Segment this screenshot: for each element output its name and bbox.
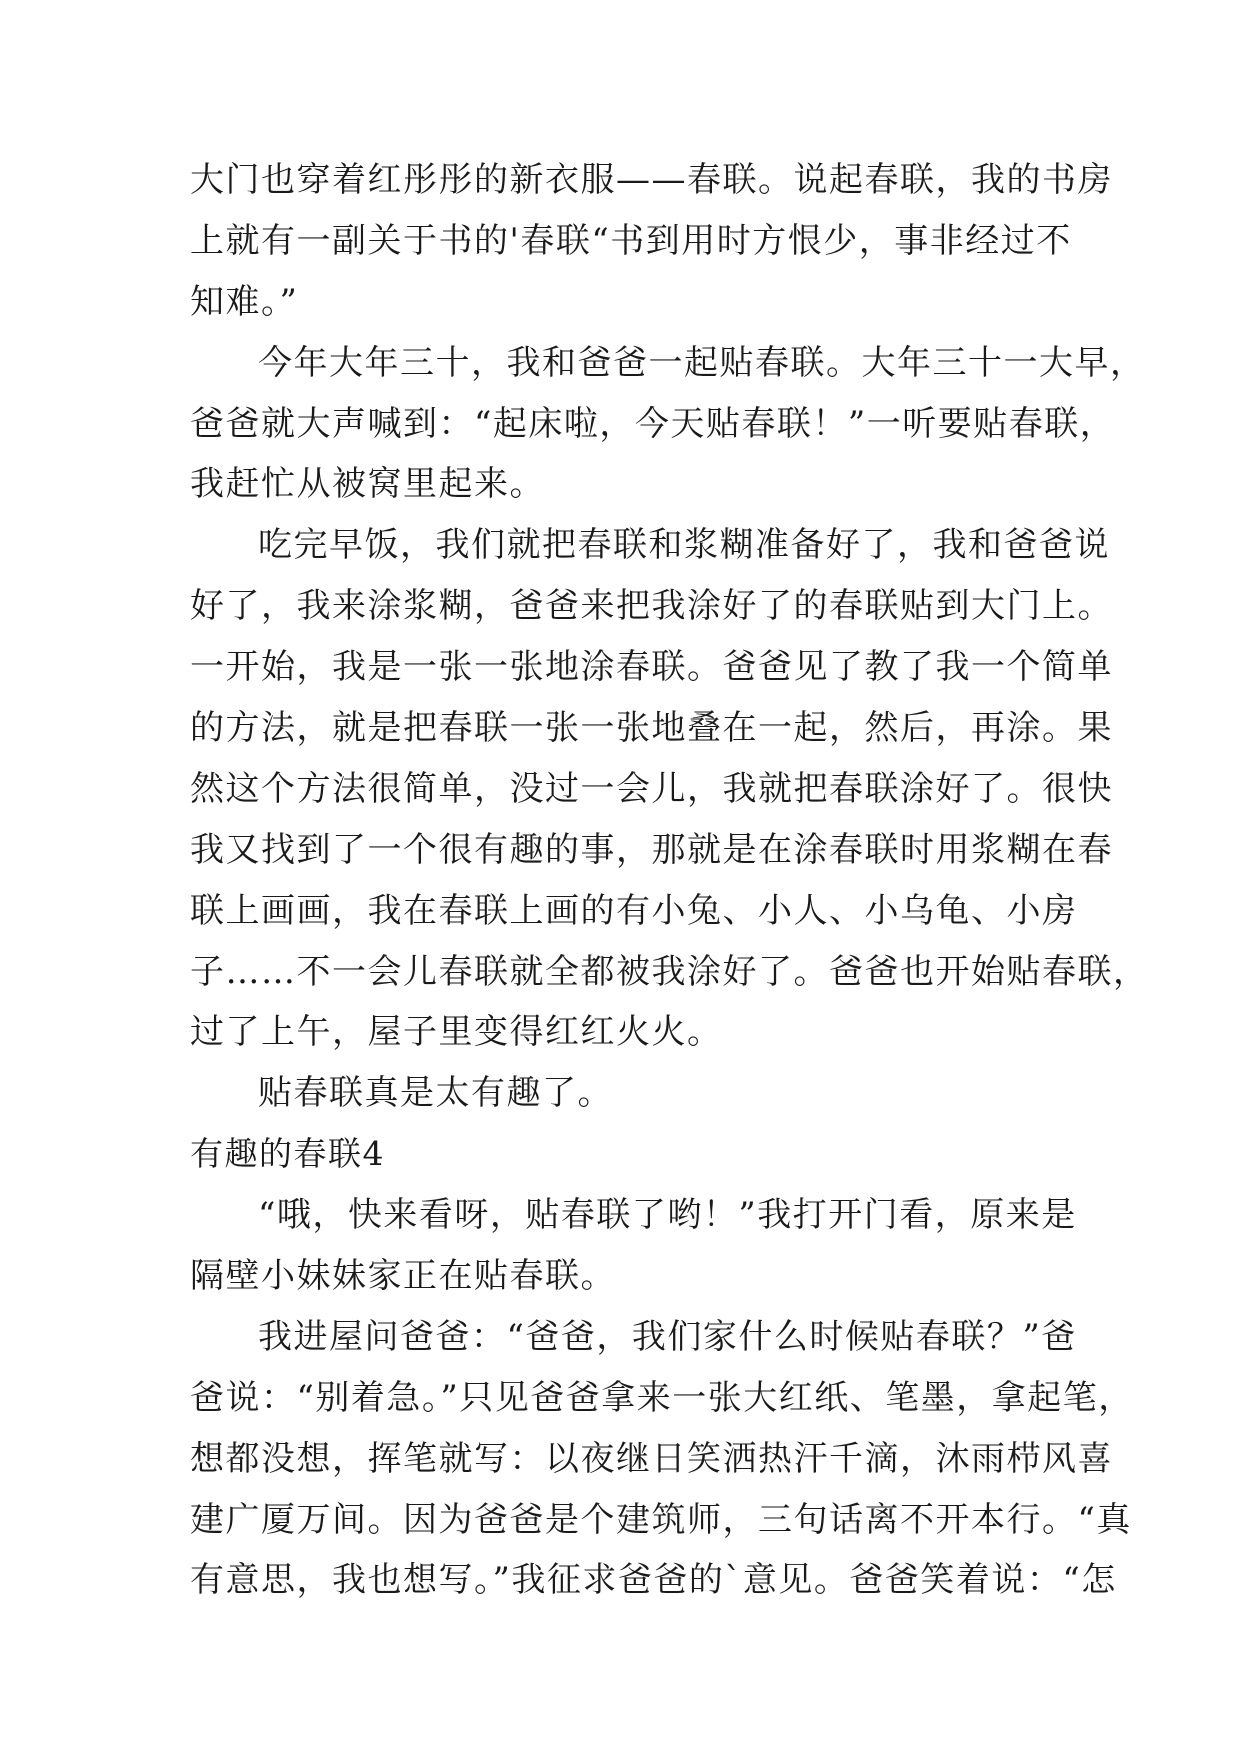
text-line: 我又找到了一个很有趣的事，那就是在涂春联时用浆糊在春 bbox=[190, 829, 1113, 870]
text-line: 有意思，我也想写。”我征求爸爸的`意见。爸爸笑着说：“怎 bbox=[190, 1560, 1117, 1601]
text-line: 的方法，就是把春联一张一张地叠在一起，然后，再涂。果 bbox=[190, 708, 1113, 749]
text-line: 一开始，我是一张一张地涂春联。爸爸见了教了我一个简单 bbox=[190, 647, 1113, 688]
text-line: 然这个方法很简单，没过一会儿，我就把春联涂好了。很快 bbox=[190, 768, 1113, 809]
text-line: 隔壁小妹妹家正在贴春联。 bbox=[190, 1256, 616, 1297]
paragraph-start-line: 今年大年三十，我和爸爸一起贴春联。大年三十一大早， bbox=[258, 342, 1146, 383]
paragraph-start-line: 吃完早饭，我们就把春联和浆糊准备好了，我和爸爸说 bbox=[258, 525, 1110, 566]
text-line: 我赶忙从被窝里起来。 bbox=[190, 464, 545, 505]
text-line: 爸说：“别着急。”只见爸爸拿来一张大红纸、笔墨，拿起笔， bbox=[190, 1377, 1134, 1418]
text-line: 子……不一会儿春联就全都被我涂好了。爸爸也开始贴春联， bbox=[190, 951, 1149, 992]
body-text bbox=[190, 150, 1149, 1611]
text-line: 大门也穿着红彤彤的新衣服——春联。说起春联，我的书房 bbox=[190, 160, 1113, 200]
paragraph-start-line: 贴春联真是太有趣了。 bbox=[258, 1073, 613, 1114]
text-line: 联上画画，我在春联上画的有小兔、小人、小乌龟、小房 bbox=[190, 890, 1078, 931]
text-line: 过了上午，屋子里变得红红火火。 bbox=[190, 1012, 723, 1053]
text-line: 好了，我来涂浆糊，爸爸来把我涂好了的春联贴到大门上。 bbox=[190, 586, 1113, 627]
section-heading: 有趣的春联4 bbox=[190, 1134, 385, 1174]
text-line: 上就有一副关于书的'春联“书到用时方恨少，事非经过不 bbox=[190, 220, 1072, 261]
text-line: 想都没想，挥笔就写：以夜继日笑洒热汗千滴，沐雨栉风喜 bbox=[190, 1438, 1113, 1479]
text-line: 知难。” bbox=[190, 281, 299, 322]
paragraph-start-line: 我进屋问爸爸：“爸爸，我们家什么时候贴春联？”爸 bbox=[258, 1316, 1077, 1357]
text-line: 爸爸就大声喊到：“起床啦，今天贴春联！”一听要贴春联， bbox=[190, 403, 1116, 444]
paragraph-start-line: “哦，快来看呀，贴春联了哟！”我打开门看，原来是 bbox=[258, 1195, 1077, 1236]
text-line: 建广厦万间。因为爸爸是个建筑师，三句话离不开本行。“真 bbox=[190, 1499, 1132, 1540]
